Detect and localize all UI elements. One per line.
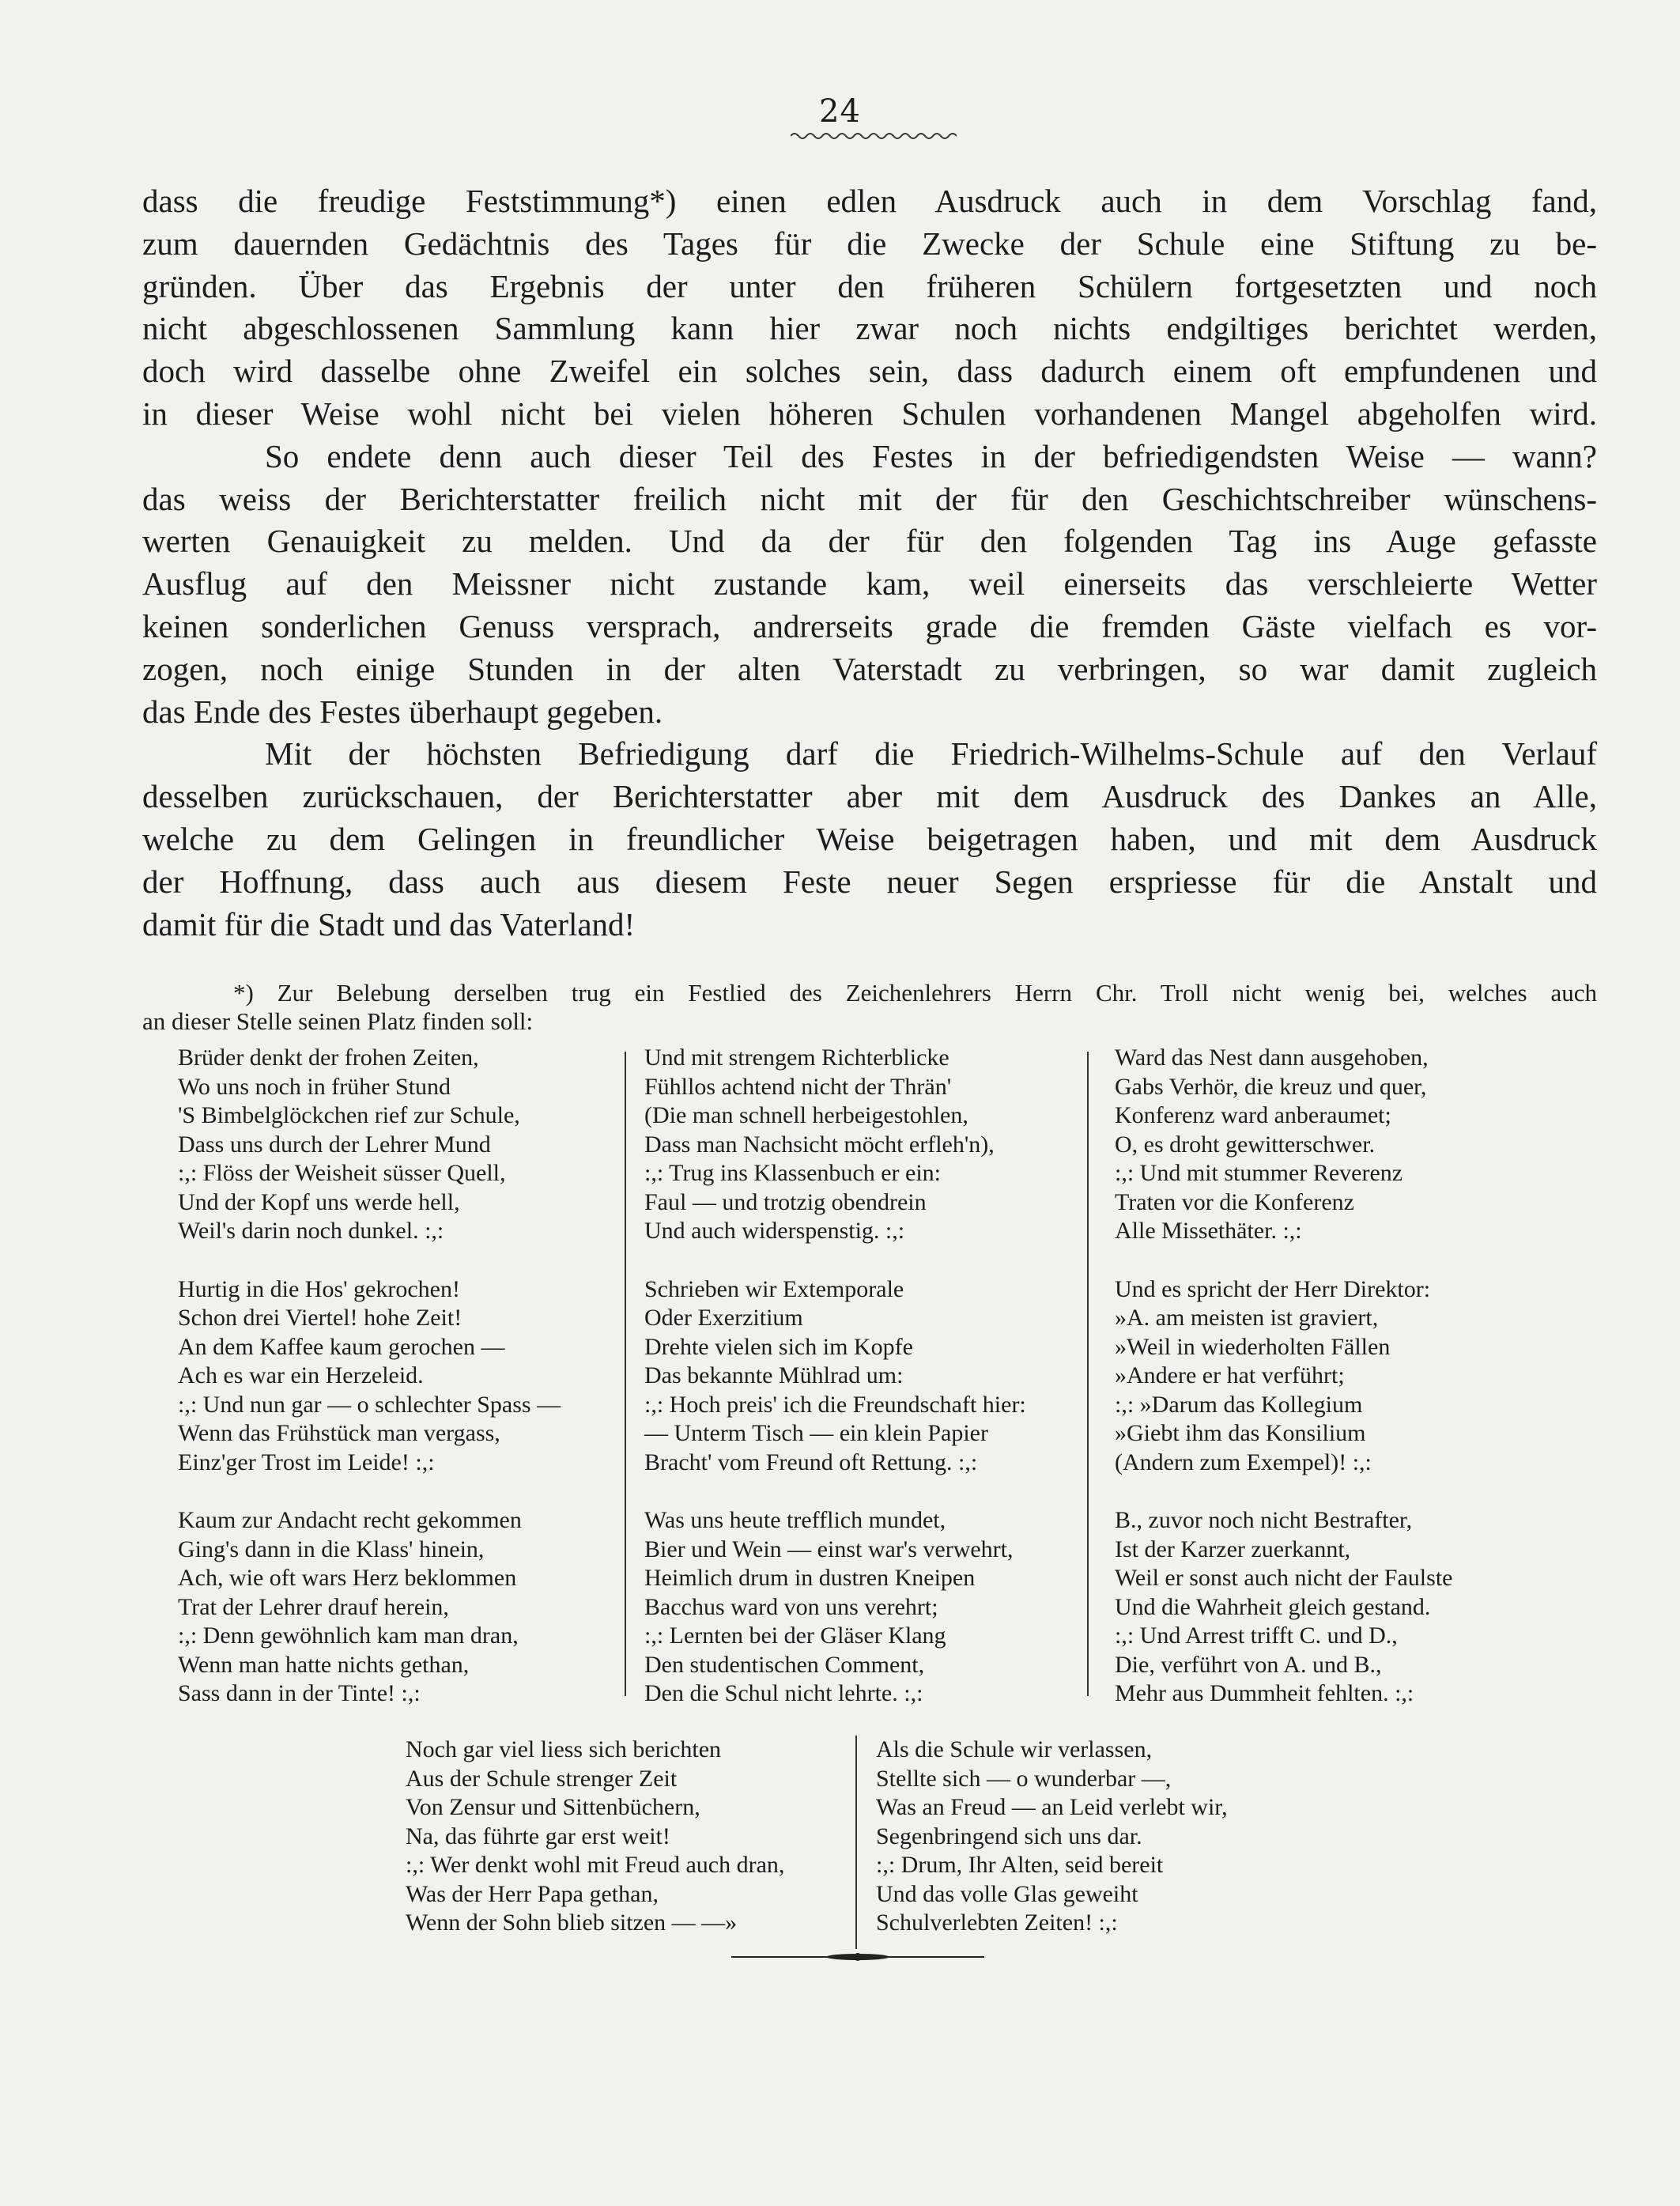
poem-stanza: [644, 1044, 1026, 1246]
verse-line: Und auch widerspenstig. :,:: [644, 1218, 905, 1244]
poem-column-1: [178, 1044, 561, 1709]
text-line: zum dauernden Gedächtnis des Tages für die Zwecke der Schule eine Stiftung zu be-: [142, 225, 1597, 262]
poem-column-4: [406, 1736, 784, 1938]
verse-line: An dem Kaffee kaum gerochen —: [178, 1333, 505, 1360]
verse-line: Konferenz ward anberaumet;: [1115, 1102, 1391, 1128]
verse-line: :,: Und mit stummer Reverenz: [1115, 1160, 1403, 1186]
page-number-ornament: [791, 130, 957, 142]
footnote: [142, 979, 1597, 1036]
verse-line: Bacchus ward von uns verehrt;: [644, 1593, 938, 1620]
poem-stanza: [644, 1275, 1026, 1478]
verse-line: Bracht' vom Freund oft Rettung. :,:: [644, 1449, 978, 1475]
verse-line: Drehte vielen sich im Kopfe: [644, 1333, 913, 1360]
poem-stanza: [178, 1044, 561, 1246]
verse-line: :,: »Darum das Kollegium: [1115, 1391, 1363, 1418]
verse-line: Mehr aus Dummheit fehlten. :,:: [1115, 1680, 1414, 1706]
verse-line: Und die Wahrheit gleich gestand.: [1115, 1593, 1431, 1620]
verse-line: Noch gar viel liess sich berichten: [406, 1736, 722, 1762]
verse-line: — Unterm Tisch — ein klein Papier: [644, 1420, 988, 1446]
poem-column-2: [644, 1044, 1026, 1709]
text-line: So endete denn auch dieser Teil des Festes in der befriedigendsten Weise — wann?: [265, 437, 1597, 474]
verse-line: Ist der Karzer zuerkannt,: [1115, 1536, 1351, 1562]
verse-line: Na, das führte gar erst weit!: [406, 1823, 670, 1849]
verse-line: Weil er sonst auch nicht der Faulste: [1115, 1565, 1453, 1591]
verse-line: Bier und Wein — einst war's verwehrt,: [644, 1536, 1014, 1562]
verse-line: Den studentischen Comment,: [644, 1651, 925, 1678]
footnote-line: *) Zur Belebung derselben trug ein Festlied des Zeichenlehrers Herrn Chr. Troll nicht wenig bei, welches auch: [233, 979, 1597, 1007]
verse-line: O, es droht gewitterschwer.: [1115, 1131, 1376, 1158]
poem-stanza: [406, 1736, 784, 1938]
text-line: zogen, noch einige Stunden in der alten Vaterstadt zu verbringen, so war damit zugleich: [142, 650, 1597, 687]
verse-line: Und mit strengem Richterblicke: [644, 1044, 949, 1071]
verse-line: :,: Trug ins Klassenbuch er ein:: [644, 1160, 941, 1186]
text-line: das Ende des Festes überhaupt gegeben.: [142, 693, 663, 730]
text-line: gründen. Über das Ergebnis der unter den früheren Schülern fortgesetzten und noch: [142, 267, 1597, 304]
text-line: welche zu dem Gelingen in freundlicher Weise beigetragen haben, und mit dem Ausdruck: [142, 820, 1597, 857]
verse-line: Ward das Nest dann ausgehoben,: [1115, 1044, 1429, 1071]
verse-line: Stellte sich — o wunderbar —,: [876, 1765, 1172, 1792]
verse-line: »A. am meisten ist graviert,: [1115, 1305, 1379, 1331]
column-rule: [1087, 1052, 1089, 1696]
verse-line: :,: Wer denkt wohl mit Freud auch dran,: [406, 1852, 785, 1878]
text-line: dass die freudige Feststimmung*) einen edlen Ausdruck auch in dem Vorschlag fand,: [142, 183, 1597, 219]
verse-line: Weil's darin noch dunkel. :,:: [178, 1218, 444, 1244]
verse-line: Traten vor die Konferenz: [1115, 1188, 1354, 1215]
verse-line: Und der Kopf uns werde hell,: [178, 1188, 460, 1215]
text-line: keinen sonderlichen Genuss versprach, andrerseits grade die fremden Gäste vielfach es vor-: [142, 607, 1597, 644]
verse-line: (Die man schnell herbeigestohlen,: [644, 1102, 968, 1128]
verse-line: :,: Und nun gar — o schlechter Spass —: [178, 1391, 561, 1418]
verse-line: Sass dann in der Tinte! :,:: [178, 1680, 421, 1706]
verse-line: Die, verführt von A. und B.,: [1115, 1651, 1382, 1678]
end-ornament: [731, 1951, 984, 1962]
verse-line: Trat der Lehrer drauf herein,: [178, 1593, 449, 1620]
page-number: 24: [819, 93, 861, 130]
verse-line: Schon drei Viertel! hohe Zeit!: [178, 1305, 462, 1331]
column-rule: [625, 1052, 626, 1696]
poem-column-5: [876, 1736, 1228, 1938]
verse-line: B., zuvor noch nicht Bestrafter,: [1115, 1507, 1413, 1533]
verse-line: Was an Freud — an Leid verlebt wir,: [876, 1794, 1228, 1820]
verse-line: »Giebt ihm das Konsilium: [1115, 1420, 1366, 1446]
verse-line: »Andere er hat verführt;: [1115, 1362, 1345, 1388]
verse-line: Wenn man hatte nichts gethan,: [178, 1651, 470, 1678]
verse-line: 'S Bimbelglöckchen rief zur Schule,: [178, 1102, 520, 1128]
verse-line: Faul — und trotzig obendrein: [644, 1188, 927, 1215]
verse-line: :,: Flöss der Weisheit süsser Quell,: [178, 1160, 506, 1186]
verse-line: Ging's dann in die Klass' hinein,: [178, 1536, 485, 1562]
column-rule: [855, 1736, 857, 1949]
verse-line: Gabs Verhör, die kreuz und quer,: [1115, 1073, 1427, 1100]
text-line: doch wird dasselbe ohne Zweifel ein solches sein, dass dadurch einem oft empfundenen und: [142, 353, 1597, 390]
verse-line: Von Zensur und Sittenbüchern,: [406, 1794, 700, 1820]
verse-line: Dass uns durch der Lehrer Mund: [178, 1131, 491, 1158]
text-line: werten Genauigkeit zu melden. Und da der für den folgenden Tag ins Auge gefasste: [142, 523, 1597, 560]
verse-line: Ach, wie oft wars Herz beklommen: [178, 1565, 517, 1591]
poem-column-3: [1115, 1044, 1452, 1709]
verse-line: Oder Exerzitium: [644, 1305, 803, 1331]
footnote-line: an dieser Stelle seinen Platz finden soll:: [142, 1007, 534, 1035]
verse-line: Was uns heute trefflich mundet,: [644, 1507, 946, 1533]
verse-line: Wenn der Sohn blieb sitzen — —»: [406, 1909, 738, 1936]
verse-line: :,: Drum, Ihr Alten, seid bereit: [876, 1852, 1164, 1878]
verse-line: :,: Und Arrest trifft C. und D.,: [1115, 1622, 1398, 1649]
verse-line: Schulverlebten Zeiten! :,:: [876, 1909, 1118, 1936]
verse-line: Alle Missethäter. :,:: [1115, 1218, 1302, 1244]
poem-stanza: [1115, 1275, 1452, 1478]
verse-line: Und es spricht der Herr Direktor:: [1115, 1275, 1431, 1302]
verse-line: Wo uns noch in früher Stund: [178, 1073, 451, 1100]
verse-line: »Weil in wiederholten Fällen: [1115, 1333, 1391, 1360]
verse-line: :,: Hoch preis' ich die Freundschaft hier:: [644, 1391, 1026, 1418]
text-line: damit für die Stadt und das Vaterland!: [142, 905, 636, 942]
verse-line: Ach es war ein Herzeleid.: [178, 1362, 424, 1388]
verse-line: Heimlich drum in dustren Kneipen: [644, 1565, 976, 1591]
poem-stanza: [178, 1506, 561, 1709]
verse-line: Als die Schule wir verlassen,: [876, 1736, 1153, 1762]
verse-line: :,: Lernten bei der Gläser Klang: [644, 1622, 946, 1649]
report-body-text: [142, 180, 1597, 946]
verse-line: Und das volle Glas geweiht: [876, 1880, 1138, 1907]
text-line: desselben zurückschauen, der Berichterstatter aber mit dem Ausdruck des Dankes an Alle,: [142, 778, 1597, 815]
text-line: in dieser Weise wohl nicht bei vielen höheren Schulen vorhandenen Mangel abgeholfen wird.: [142, 395, 1597, 432]
verse-line: :,: Denn gewöhnlich kam man dran,: [178, 1622, 519, 1649]
verse-line: Segenbringend sich uns dar.: [876, 1823, 1142, 1849]
verse-line: Das bekannte Mühlrad um:: [644, 1362, 904, 1388]
verse-line: Schrieben wir Extemporale: [644, 1275, 904, 1302]
verse-line: Einz'ger Trost im Leide! :,:: [178, 1449, 435, 1475]
verse-line: Kaum zur Andacht recht gekommen: [178, 1507, 522, 1533]
verse-line: Brüder denkt der frohen Zeiten,: [178, 1044, 479, 1071]
verse-line: Hurtig in die Hos' gekrochen!: [178, 1275, 460, 1302]
poem-stanza: [644, 1506, 1026, 1709]
text-line: Mit der höchsten Befriedigung darf die Friedrich-Wilhelms-Schule auf den Verlauf: [265, 735, 1597, 772]
poem-stanza: [876, 1736, 1228, 1938]
verse-line: Dass man Nachsicht möcht erfleh'n),: [644, 1131, 995, 1158]
text-line: das weiss der Berichterstatter freilich nicht mit der für den Geschichtschreiber wünschens-: [142, 480, 1597, 517]
verse-line: Den die Schul nicht lehrte. :,:: [644, 1680, 923, 1706]
verse-line: Aus der Schule strenger Zeit: [406, 1765, 678, 1792]
text-line: nicht abgeschlossenen Sammlung kann hier zwar noch nichts endgiltiges berichtet werden,: [142, 310, 1597, 347]
verse-line: Was der Herr Papa gethan,: [406, 1880, 659, 1907]
verse-line: Wenn das Frühstück man vergass,: [178, 1420, 500, 1446]
poem-stanza: [1115, 1044, 1452, 1246]
text-line: der Hoffnung, dass auch aus diesem Feste neuer Segen erspriesse für die Anstalt und: [142, 863, 1597, 900]
verse-line: Fühllos achtend nicht der Thrän': [644, 1073, 952, 1100]
poem-stanza: [178, 1275, 561, 1478]
text-line: Ausflug auf den Meissner nicht zustande kam, weil einerseits das verschleierte Wetter: [142, 565, 1597, 602]
poem-stanza: [1115, 1506, 1452, 1709]
verse-line: (Andern zum Exempel)! :,:: [1115, 1449, 1372, 1475]
